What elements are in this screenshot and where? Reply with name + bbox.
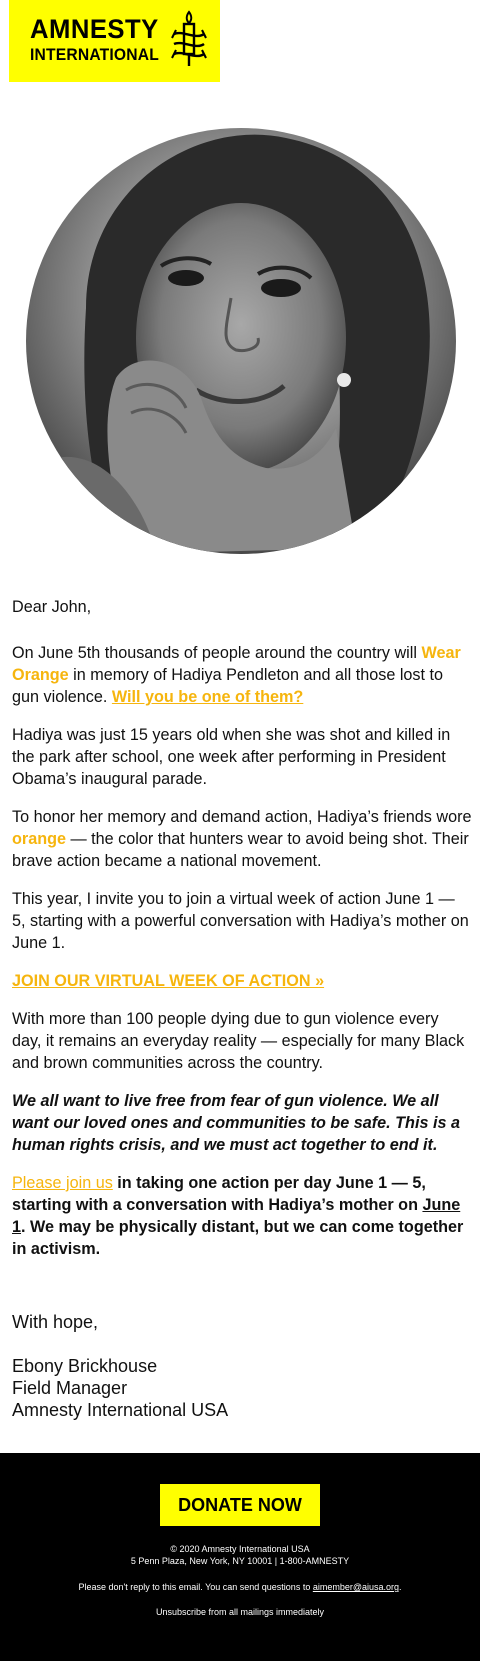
closing: With hope, xyxy=(12,1312,99,1332)
paragraph-join xyxy=(12,1172,472,1260)
greeting: Dear John, xyxy=(12,598,92,616)
p3-text-b: — the color that hunters wear to avoid being shot. Their brave action became a national movement. xyxy=(12,830,469,870)
p7-text-a: in taking one action per day June 1 — 5, starting with a conversation with Hadiya’s mother on xyxy=(12,1174,426,1214)
amnesty-logo[interactable] xyxy=(9,0,220,82)
unsubscribe-link[interactable]: Unsubscribe from all mailings immediately xyxy=(155,1607,325,1617)
logo-line1: AMNESTY xyxy=(30,14,159,44)
signoff xyxy=(12,1311,228,1421)
p1-text-b: in memory of Hadiya Pendleton and all those lost to gun violence. xyxy=(12,666,444,706)
signer-name: Ebony Brickhouse xyxy=(12,1356,158,1376)
paragraph-hadiya: Hadiya was just 15 years old when she was shot and killed in the park after school, one week after performing in President Obama’s inaugural parade. xyxy=(12,726,451,788)
email-body xyxy=(12,596,472,1276)
please-join-link[interactable]: Please join us xyxy=(12,1174,113,1192)
candle-icon xyxy=(168,10,210,70)
signer-title: Field Manager xyxy=(12,1378,128,1398)
signer-org: Amnesty International USA xyxy=(12,1400,229,1420)
p3-text-a: To honor her memory and demand action, Hadiya’s friends wore xyxy=(12,808,472,826)
address: 5 Penn Plaza, New York, NY 10001 | 1-800-AMNESTY xyxy=(130,1556,350,1566)
hadiya-portrait-photo xyxy=(26,128,456,554)
reply-period: . xyxy=(399,1582,402,1592)
orange-highlight: orange xyxy=(12,830,66,848)
support-email-link[interactable]: aimember@aiusa.org xyxy=(312,1582,400,1592)
footer xyxy=(0,1453,480,1661)
paragraph-intro xyxy=(12,642,472,708)
paragraph-invite: This year, I invite you to join a virtual week of action June 1 — 5, starting with a powerful conversation with Hadiya’s mother on June 1. xyxy=(12,890,469,952)
wear-orange-link[interactable]: Wear Orange xyxy=(12,644,461,684)
join-virtual-week-link[interactable]: JOIN OUR VIRTUAL WEEK OF ACTION » xyxy=(12,972,325,990)
reply-text: Please don't reply to this email. You can send questions to xyxy=(78,1582,313,1592)
paragraph-emphasis: We all want to live free from fear of gun violence. We all want our loved ones and communities to be safe. This is a human rights crisis, and we must act together to end it. xyxy=(12,1092,460,1154)
donate-now-button[interactable]: DONATE NOW xyxy=(160,1484,320,1526)
copyright: © 2020 Amnesty International USA xyxy=(170,1544,310,1554)
reply-notice xyxy=(0,1581,480,1593)
will-you-link[interactable]: Will you be one of them? xyxy=(111,688,304,706)
june-1-link[interactable]: June 1 xyxy=(12,1196,461,1236)
paragraph-statistic: With more than 100 people dying due to gun violence every day, it remains an everyday reality — especially for many Black and brown communities across the country. xyxy=(12,1010,465,1072)
p7-text-b: . We may be physically distant, but we can come together in activism. xyxy=(12,1218,464,1258)
logo-wordmark xyxy=(30,16,170,63)
paragraph-honor xyxy=(12,806,472,872)
logo-line2: INTERNATIONAL xyxy=(30,45,159,64)
p1-text-a: On June 5th thousands of people around the country will xyxy=(12,644,422,662)
